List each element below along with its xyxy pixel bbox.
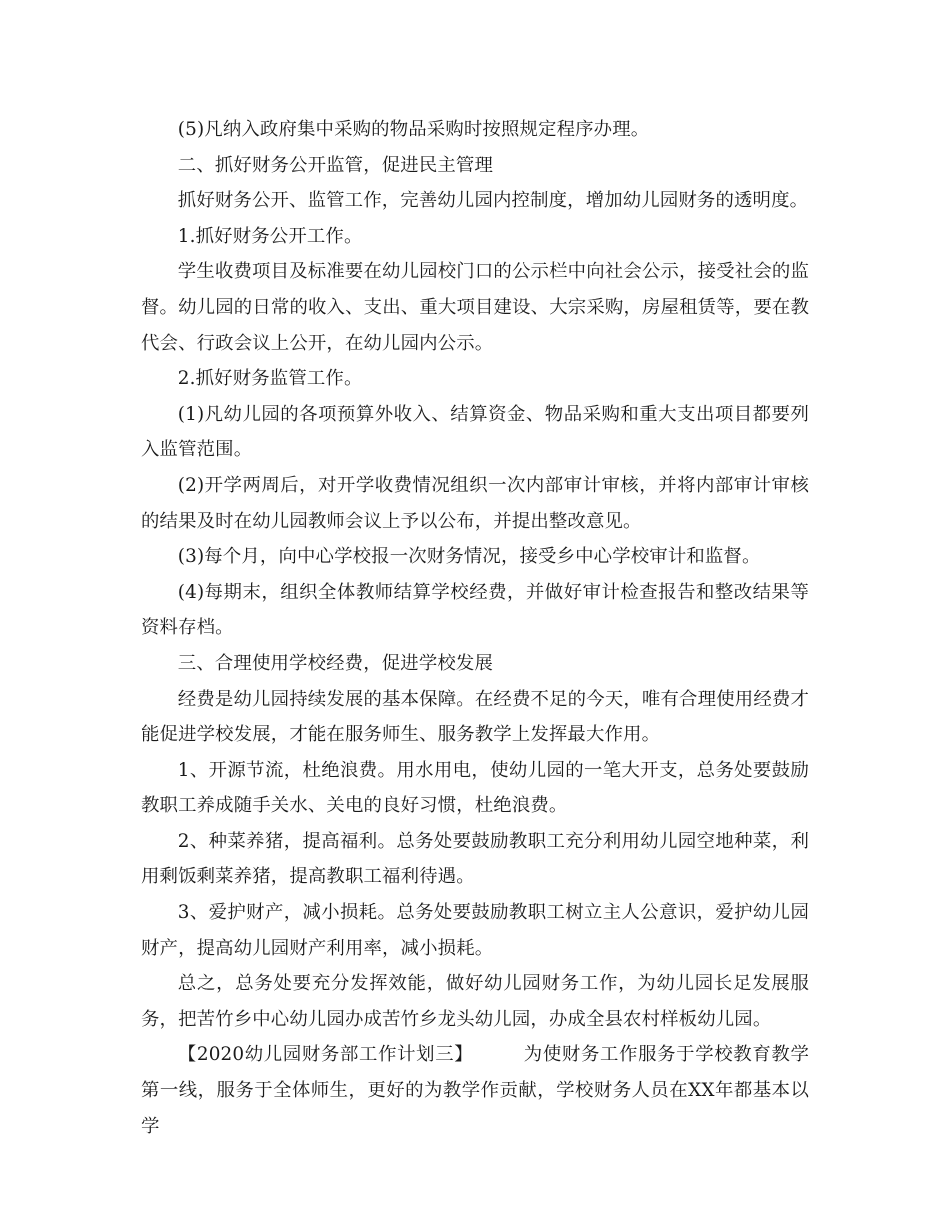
paragraph-vegetables-pigs: 2、种菜养猪，提高福利。总务处要鼓励教职工充分利用幼儿园空地种菜，利用剩饭剩菜养猪，提高教职工福利待遇。 <box>141 830 809 888</box>
section-heading-finance-disclosure: 二、抓好财务公开监管，促进民主管理 <box>177 154 493 176</box>
document-body <box>141 112 809 1144</box>
paragraph-procurement-rule: (5)凡纳入政府集中采购的物品采购时按照规定程序办理。 <box>177 119 650 140</box>
subheading-disclosure-work: 1.抓好财务公开工作。 <box>177 225 363 247</box>
paragraph-protect-property: 3、爱护财产，减小损耗。总务处要鼓励教职工树立主人公意识，爱护幼儿园财产，提高幼儿园财产利用率，减小损耗。 <box>141 902 809 959</box>
paragraph-plan-three <box>141 1037 809 1144</box>
paragraph-save-resources: 1、开源节流，杜绝浪费。用水用电，使幼儿园的一笔大开支，总务处要鼓励教职工养成随手关水、关电的良好习惯，杜绝浪费。 <box>141 759 809 817</box>
paragraph-fee-publicity: 学生收费项目及标准要在幼儿园校门口的公示栏中向社会公示，接受社会的监督。幼儿园的日常的收入、支出、重大项目建设、大宗采购，房屋租赁等，要在教代会、行政会议上公开，在幼儿园内公示。 <box>141 261 809 354</box>
section-heading-fund-usage: 三、合理使用学校经费，促进学校发展 <box>177 652 493 674</box>
plan-three-heading: 【2020幼儿园财务部工作计划三】 <box>177 1044 474 1066</box>
paragraph-fund-importance: 经费是幼儿园持续发展的基本保障。在经费不足的今天，唯有合理使用经费才能促进学校发展，才能在服务师生、服务教学上发挥最大作用。 <box>141 688 809 746</box>
paragraph-monthly-report: (3)每个月，向中心学校报一次财务情况，接受乡中心学校审计和监督。 <box>177 546 761 568</box>
paragraph-conclusion: 总之，总务处要充分发挥效能，做好幼儿园财务工作，为幼儿园长足发展服务，把苦竹乡中心幼儿园办成苦竹乡龙头幼儿园，办成全县农村样板幼儿园。 <box>141 973 809 1030</box>
subheading-supervision-work: 2.抓好财务监管工作。 <box>177 368 363 390</box>
paragraph-internal-audit: (2)开学两周后，对开学收费情况组织一次内部审计审核，并将内部审计审核的结果及时在幼儿园教师会议上予以公布，并提出整改意见。 <box>141 474 809 532</box>
plan-three-body: 为使财务工作服务于学校教育教学第一线，服务于全体师生，更好的为教学作贡献，学校财务人员在XX年都基本以学 <box>141 1044 809 1137</box>
paragraph-term-end-settlement: (4)每期末，组织全体教师结算学校经费，并做好审计检查报告和整改结果等资料存档。 <box>141 581 809 639</box>
paragraph-supervision-scope: (1)凡幼儿园的各项预算外收入、结算资金、物品采购和重大支出项目都要列入监管范围。 <box>141 403 809 461</box>
paragraph-disclosure-intro: 抓好财务公开、监管工作，完善幼儿园内控制度，增加幼儿园财务的透明度。 <box>177 190 809 212</box>
